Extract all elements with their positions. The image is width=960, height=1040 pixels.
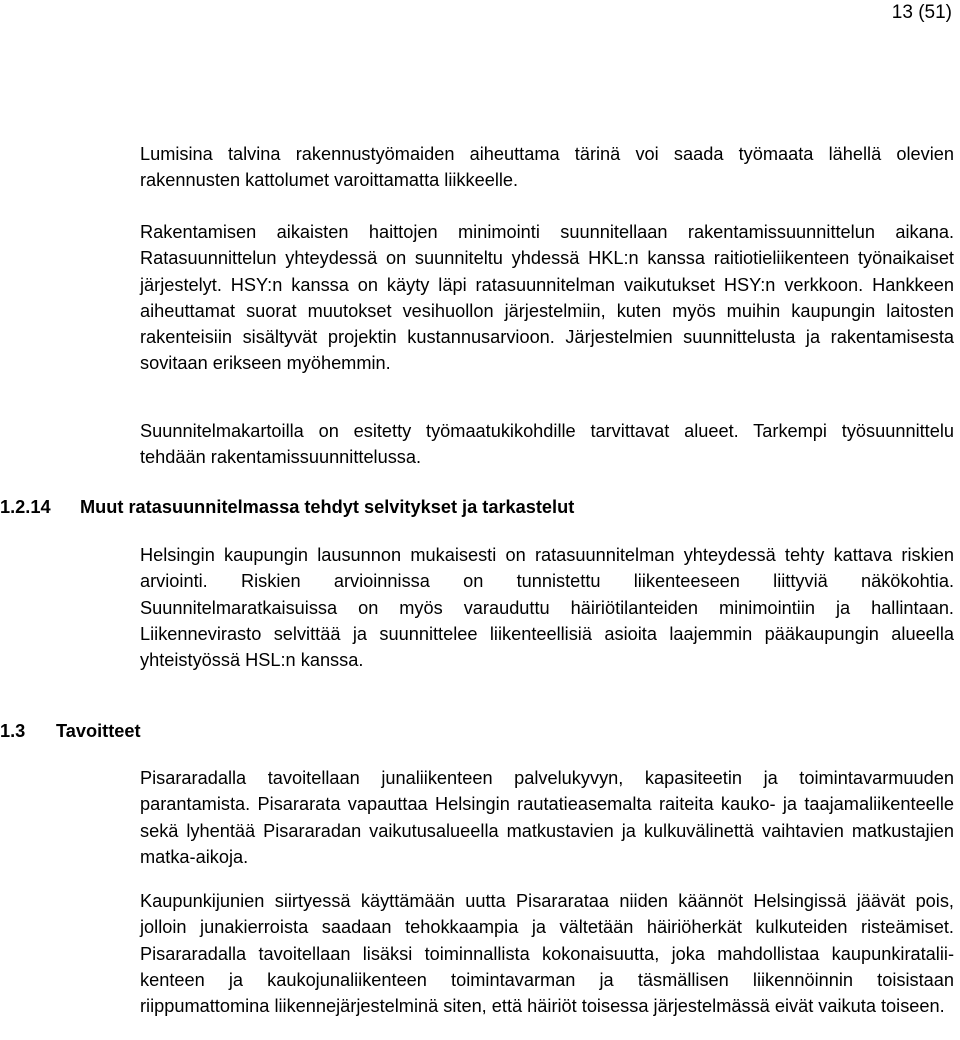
paragraph-snow-vibration: Lumisina talvina rakennustyömaiden aiheuttama tärinä voi saada työmaata lähellä olevien rakennusten kattolumet varoittamatta liikkeelle. — [140, 144, 954, 191]
paragraph-objectives-commuter-trains: Kaupunkijunien siirtyessä käyttämään uutta Pisararataa niiden käännöt Helsingissä jäävät pois, jolloin junakierroista saadaan tehokkaampia ja vältetään häiriöherkät kulkuteiden risteämiset. Pisararadalla tavoitellaan lisäksi toiminnallista kokonaisuutta, joka mahdollistaa kaupunkirataliikenteen ja kaukojunaliikenteen toimintavarman ja täsmällisen liikennöinnin toisistaan riippumattomina liikennejärjestelminä siten, että häiriöt toisessa järjestelmässä eivät vaikuta toiseen. — [140, 891, 954, 1017]
paragraph-objectives-capacity: Pisararadalla tavoitellaan junaliikenteen palvelukyvyn, kapasiteetin ja toimintavarmuuden parantamista. Pisararata vapauttaa Helsingin rautatieasemalta raiteita kauko- ja taajamaliikenteelle sekä lyhentää Pisararadan vaikutusalueella matkustavien ja kulkuvälinettä vaihtavien matkustajien matka-aikoja. — [140, 768, 954, 867]
section-heading-1-2-14 — [0, 494, 574, 520]
section-title: Tavoitteet — [56, 721, 141, 741]
section-title: Muut ratasuunnitelmassa tehdyt selvitykset ja tarkastelut — [80, 497, 575, 517]
section-number: 1.2.14 — [0, 497, 51, 517]
paragraph-risk-assessment: Helsingin kaupungin lausunnon mukaisesti on ratasuunnitelman yhteydessä tehty kattava riskien arviointi. Riskien arvioinnissa on tunnistettu liikenteeseen liittyviä näkökohtia. Suunnitelmaratkaisuissa on myös varauduttu häiriötilanteiden minimointiin ja hallintaan. Liikennevirasto selvittää ja suunnittelee liikenteellisiä asioita laajemmin pääkaupungin alueella yhteistyössä HSL:n kanssa. — [140, 545, 954, 671]
paragraph-construction-disruption: Rakentamisen aikaisten haittojen minimointi suunnitellaan rakentamissuunnittelun aikana. Ratasuunnittelun yhteydessä on suunniteltu yhdessä HKL:n kanssa raitiotieliikenteen työnaikaiset järjestelyt. HSY:n kanssa on käyty läpi ratasuunnitelman vaikutukset HSY:n verkkoon. Hankkeen aiheuttamat suorat muutokset vesihuollon järjestelmiin, kuten myös muihin kaupungin laitosten rakenteisiin sisältyvät projektin kustannusarvioon. Järjestelmien suunnittelusta ja rakentamisesta sovitaan erikseen myöhemmin. — [140, 222, 954, 374]
section-number: 1.3 — [0, 721, 26, 741]
section-heading-1-3 — [0, 718, 141, 744]
paragraph-site-base-areas: Suunnitelmakartoilla on esitetty työmaatukikohdille tarvittavat alueet. Tarkempi työsuunnittelu tehdään rakentamissuunnittelussa. — [140, 421, 954, 468]
page-number: 13 (51) — [891, 2, 952, 23]
